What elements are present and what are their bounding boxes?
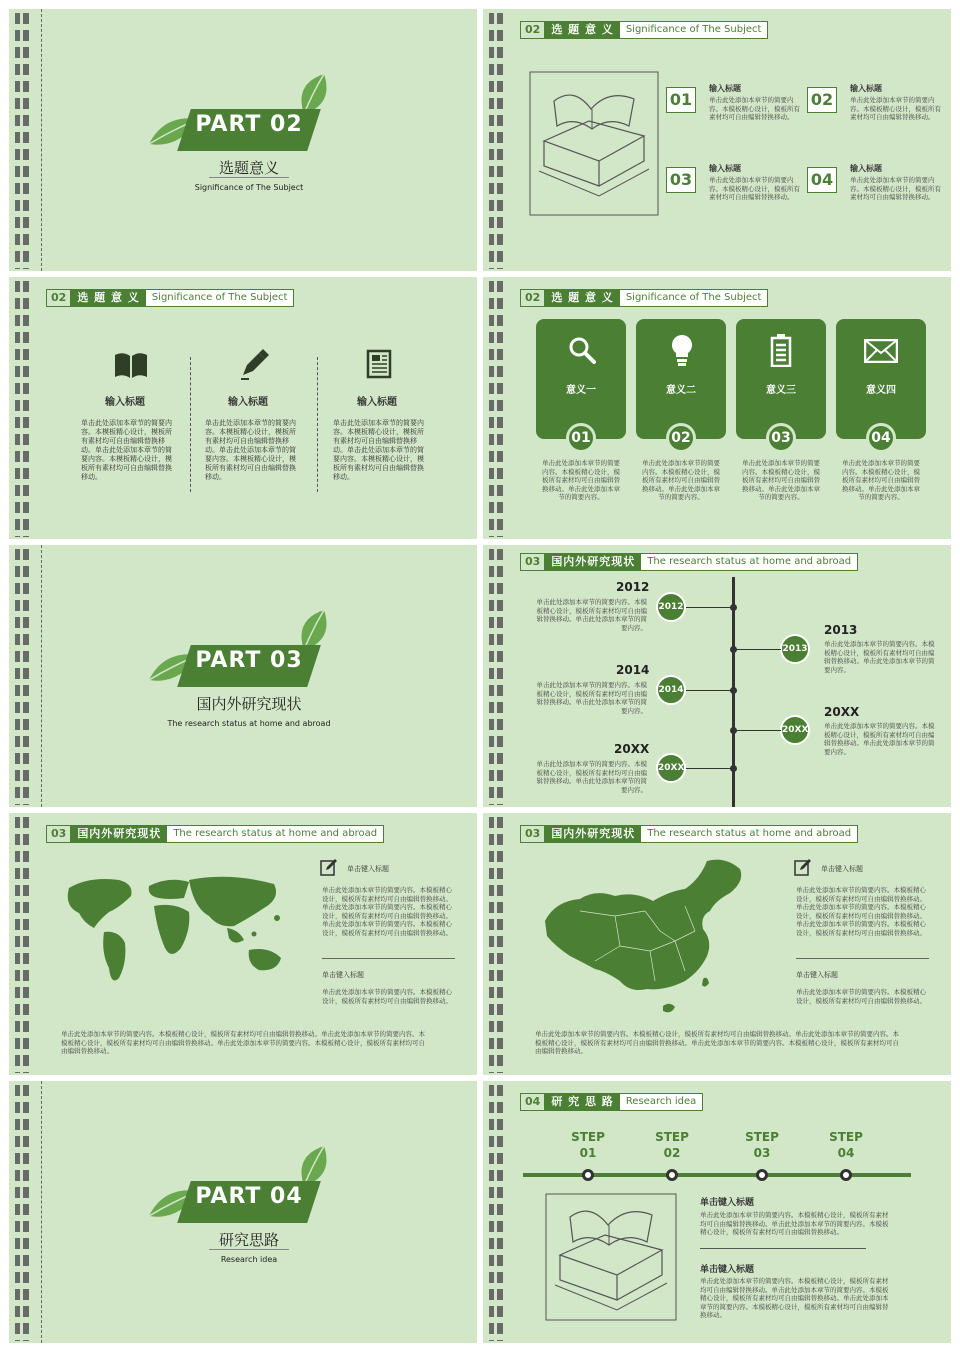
timeline-year: 20XX (614, 742, 650, 756)
timeline-node: 2012 (656, 592, 686, 622)
book-sketch-image (545, 1193, 677, 1321)
timeline-node: 20XX (780, 715, 810, 745)
timeline-desc: 单击此处添加本章节的简要内容。本模板精心设计，模板所有素材均可自由编辑替换移动。单击此处添加本章节的简要内容。 (536, 598, 647, 632)
card-desc: 单击此处添加本章节的简要内容。本模板精心设计，模板所有素材均可自由编辑替换移动。单击此处添加本章节的简要内容。 (742, 459, 820, 501)
note-title: 单击键入标题 (347, 865, 389, 873)
card-label: 意义二 (666, 385, 696, 396)
column-title: 输入标题 (105, 397, 145, 408)
section-title: 研 究 思 路 (545, 1094, 620, 1110)
timeline-dot (730, 646, 737, 653)
step-dot (840, 1169, 852, 1181)
timeline-connector (735, 649, 781, 650)
bulb-icon (669, 333, 695, 367)
spiral-binding (15, 13, 29, 269)
timeline-node: 2013 (780, 634, 810, 664)
part-subtitle: The research status at home and abroad (167, 719, 331, 728)
column-title: 输入标题 (357, 397, 397, 408)
significance-card (536, 319, 626, 439)
book-sketch-image (529, 71, 659, 216)
section-header (46, 825, 384, 843)
part-label: PART 03 (195, 648, 303, 673)
block-title: 单击键入标题 (700, 1265, 755, 1275)
step-label: STEP 01 (571, 1130, 605, 1160)
card-desc: 单击此处添加本章节的简要内容。本模板精心设计，模板所有素材均可自由编辑替换移动。单击此处添加本章节的简要内容。 (542, 459, 620, 501)
dashed-margin (41, 1081, 42, 1343)
step-dot (582, 1169, 594, 1181)
step-dot (666, 1169, 678, 1181)
item-number: 02 (807, 87, 837, 113)
item-number: 03 (666, 167, 696, 193)
part-title: 研究思路 (218, 1231, 279, 1249)
section-subtitle: Significance of The Subject (620, 22, 768, 38)
timeline-dot (730, 687, 737, 694)
note-title: 单击键入标题 (796, 971, 838, 979)
section-subtitle: The research status at home and abroad (167, 826, 383, 842)
item-desc: 单击此处添加本章节的简要内容。本模板精心设计，模板所有素材均可自由编辑替换移动。 (709, 96, 800, 121)
edit-icon (794, 858, 812, 876)
part-label: PART 04 (195, 1184, 303, 1209)
section-header (46, 289, 294, 307)
column-divider (317, 357, 318, 492)
section-number: 02 (47, 290, 71, 306)
world-map-image (49, 868, 299, 998)
part-subtitle: Research idea (220, 1255, 278, 1264)
timeline-connector (686, 607, 732, 608)
slide-research-steps (483, 1081, 951, 1343)
card-label: 意义一 (566, 385, 596, 396)
section-title: 国内外研究现状 (545, 554, 641, 570)
section-subtitle: Research idea (620, 1094, 702, 1110)
card-number: 01 (566, 423, 596, 453)
significance-card (736, 319, 826, 439)
timeline-dot (730, 765, 737, 772)
timeline-desc: 单击此处添加本章节的简要内容。本模板精心设计，模板所有素材均可自由编辑替换移动。单击此处添加本章节的简要内容。 (536, 681, 647, 715)
column-desc: 单击此处添加本章节的简要内容。本模板精心设计，模板所有素材均可自由编辑替换移动。单击此处添加本章节的简要内容。本模板精心设计，模板所有素材均可自由编辑替换移动。 (333, 419, 424, 481)
timeline-dot (730, 604, 737, 611)
column-divider (190, 357, 191, 492)
section-header (520, 825, 858, 843)
item-number: 04 (807, 167, 837, 193)
timeline-year: 2014 (616, 663, 650, 677)
spiral-binding (489, 13, 503, 269)
timeline-connector (686, 690, 732, 691)
section-subtitle: The research status at home and abroad (641, 554, 857, 570)
section-title: 国内外研究现状 (71, 826, 167, 842)
note-title: 单击键入标题 (821, 865, 863, 873)
slide-china-map (483, 813, 951, 1075)
china-map-image (535, 851, 750, 1026)
part-subtitle: Significance of The Subject (194, 183, 304, 192)
slide-significance-cards (483, 277, 951, 539)
note-desc: 单击此处添加本章节的简要内容。本模板精心设计，模板所有素材均可自由编辑替换移动。单击此处添加本章节的简要内容。本模板精心设计，模板所有素材均可自由编辑替换移动。单击此处添加本章节的简要内容。本模板精心设计，模板所有素材均可自由编辑替换移动。 (322, 886, 452, 937)
section-header (520, 553, 858, 571)
section-header (520, 1093, 703, 1111)
timeline-year: 2012 (616, 580, 650, 594)
item-title: 输入标题 (709, 164, 741, 173)
step-label: STEP 04 (829, 1130, 863, 1160)
timeline-node: 20XX (656, 753, 686, 783)
column-desc: 单击此处添加本章节的简要内容。本模板精心设计，模板所有素材均可自由编辑替换移动。单击此处添加本章节的简要内容。本模板精心设计，模板所有素材均可自由编辑替换移动。 (205, 419, 296, 481)
footer-desc: 单击此处添加本章节的简要内容。本模板精心设计，模板所有素材均可自由编辑替换移动。单击此处添加本章节的简要内容。本模板精心设计，模板所有素材均可自由编辑替换移动。单击此处添加本章节的简要内容。本模板精心设计，模板所有素材均可自由编辑替换移动。 (535, 1030, 899, 1055)
mail-icon (864, 339, 898, 363)
slide-part-03-cover (9, 545, 477, 807)
card-label: 意义三 (766, 385, 796, 396)
dashed-margin (41, 545, 42, 807)
spiral-binding (489, 549, 503, 805)
column-title: 输入标题 (228, 397, 268, 408)
section-number: 02 (521, 22, 545, 38)
block-desc: 单击此处添加本章节的简要内容。本模板精心设计，模板所有素材均可自由编辑替换移动。单击此处添加本章节的简要内容。本模板精心设计，模板所有素材均可自由编辑替换移动。 (700, 1211, 889, 1236)
spiral-binding (15, 817, 29, 1073)
note-divider (796, 958, 929, 959)
newspaper-icon (365, 349, 395, 379)
timeline-desc: 单击此处添加本章节的简要内容。本模板精心设计，模板所有素材均可自由编辑替换移动。单击此处添加本章节的简要内容。 (824, 640, 935, 674)
card-number: 04 (866, 423, 896, 453)
column-desc: 单击此处添加本章节的简要内容。本模板精心设计，模板所有素材均可自由编辑替换移动。单击此处添加本章节的简要内容。本模板精心设计，模板所有素材均可自由编辑替换移动。 (81, 419, 172, 481)
note-desc: 单击此处添加本章节的简要内容。本模板精心设计，模板所有素材均可自由编辑替换移动。 (322, 988, 452, 1005)
card-desc: 单击此处添加本章节的简要内容。本模板精心设计，模板所有素材均可自由编辑替换移动。单击此处添加本章节的简要内容。 (842, 459, 920, 501)
section-subtitle: The research status at home and abroad (641, 826, 857, 842)
title-underline (209, 1249, 289, 1250)
battery-icon (770, 333, 792, 367)
slide-part-02-cover (9, 9, 477, 271)
slide-part-04-cover (9, 1081, 477, 1343)
dashed-margin (41, 9, 42, 271)
pen-icon (237, 347, 271, 381)
step-dot (756, 1169, 768, 1181)
card-number: 03 (766, 423, 796, 453)
title-underline (209, 177, 289, 178)
section-title: 选 题 意 义 (545, 290, 620, 306)
section-title: 国内外研究现状 (545, 826, 641, 842)
spiral-binding (15, 281, 29, 537)
slide-significance-columns (9, 277, 477, 539)
note-divider (322, 958, 455, 959)
edit-icon (320, 858, 338, 876)
item-desc: 单击此处添加本章节的简要内容。本模板精心设计，模板所有素材均可自由编辑替换移动。 (850, 96, 941, 121)
card-number: 02 (666, 423, 696, 453)
section-number: 04 (521, 1094, 545, 1110)
spiral-binding (15, 549, 29, 805)
footer-desc: 单击此处添加本章节的简要内容。本模板精心设计，模板所有素材均可自由编辑替换移动。单击此处添加本章节的简要内容。本模板精心设计，模板所有素材均可自由编辑替换移动。单击此处添加本章节的简要内容。本模板精心设计，模板所有素材均可自由编辑替换移动。 (61, 1030, 425, 1055)
block-divider (700, 1248, 866, 1249)
item-title: 输入标题 (850, 84, 882, 93)
slide-world-map (9, 813, 477, 1075)
section-number: 03 (521, 826, 545, 842)
significance-card (636, 319, 726, 439)
item-title: 输入标题 (709, 84, 741, 93)
part-title: 国内外研究现状 (196, 695, 302, 713)
section-title: 选 题 意 义 (545, 22, 620, 38)
note-title: 单击键入标题 (322, 971, 364, 979)
timeline-desc: 单击此处添加本章节的简要内容。本模板精心设计，模板所有素材均可自由编辑替换移动。单击此处添加本章节的简要内容。 (824, 722, 935, 756)
spiral-binding (489, 1085, 503, 1341)
section-number: 03 (521, 554, 545, 570)
timeline-year: 20XX (824, 705, 860, 719)
section-header (520, 21, 768, 39)
item-desc: 单击此处添加本章节的简要内容。本模板精心设计，模板所有素材均可自由编辑替换移动。 (850, 176, 941, 201)
timeline-year: 2013 (824, 623, 858, 637)
item-title: 输入标题 (850, 164, 882, 173)
section-header (520, 289, 768, 307)
block-desc: 单击此处添加本章节的简要内容。本模板精心设计，模板所有素材均可自由编辑替换移动。单击此处添加本章节的简要内容。本模板精心设计，模板所有素材均可自由编辑替换移动。单击此处添加本章节的简要内容。本模板精心设计，模板所有素材均可自由编辑替换移动。 (700, 1277, 889, 1319)
section-number: 02 (521, 290, 545, 306)
note-desc: 单击此处添加本章节的简要内容。本模板精心设计，模板所有素材均可自由编辑替换移动。单击此处添加本章节的简要内容。本模板精心设计，模板所有素材均可自由编辑替换移动。单击此处添加本章节的简要内容。本模板精心设计，模板所有素材均可自由编辑替换移动。 (796, 886, 926, 937)
card-desc: 单击此处添加本章节的简要内容。本模板精心设计，模板所有素材均可自由编辑替换移动。单击此处添加本章节的简要内容。 (642, 459, 720, 501)
timeline-connector (686, 768, 732, 769)
timeline-desc: 单击此处添加本章节的简要内容。本模板精心设计，模板所有素材均可自由编辑替换移动。单击此处添加本章节的简要内容。 (536, 760, 647, 794)
timeline-dot (730, 727, 737, 734)
section-subtitle: Significance of The Subject (620, 290, 768, 306)
slide-research-timeline (483, 545, 951, 807)
part-title: 选题意义 (218, 159, 279, 177)
search-icon (567, 335, 597, 365)
book-icon (113, 351, 149, 379)
spiral-binding (15, 1085, 29, 1341)
significance-card (836, 319, 926, 439)
section-number: 03 (47, 826, 71, 842)
step-label: STEP 03 (745, 1130, 779, 1160)
note-desc: 单击此处添加本章节的简要内容。本模板精心设计，模板所有素材均可自由编辑替换移动。 (796, 988, 926, 1005)
item-number: 01 (666, 87, 696, 113)
slide-significance-grid (483, 9, 951, 271)
spiral-binding (489, 817, 503, 1073)
section-subtitle: Significance of The Subject (146, 290, 294, 306)
step-label: STEP 02 (655, 1130, 689, 1160)
block-title: 单击键入标题 (700, 1198, 755, 1208)
timeline-connector (735, 730, 781, 731)
timeline-node: 2014 (656, 675, 686, 705)
item-desc: 单击此处添加本章节的简要内容。本模板精心设计，模板所有素材均可自由编辑替换移动。 (709, 176, 800, 201)
spiral-binding (489, 281, 503, 537)
section-title: 选 题 意 义 (71, 290, 146, 306)
card-label: 意义四 (866, 385, 896, 396)
part-label: PART 02 (195, 112, 303, 137)
